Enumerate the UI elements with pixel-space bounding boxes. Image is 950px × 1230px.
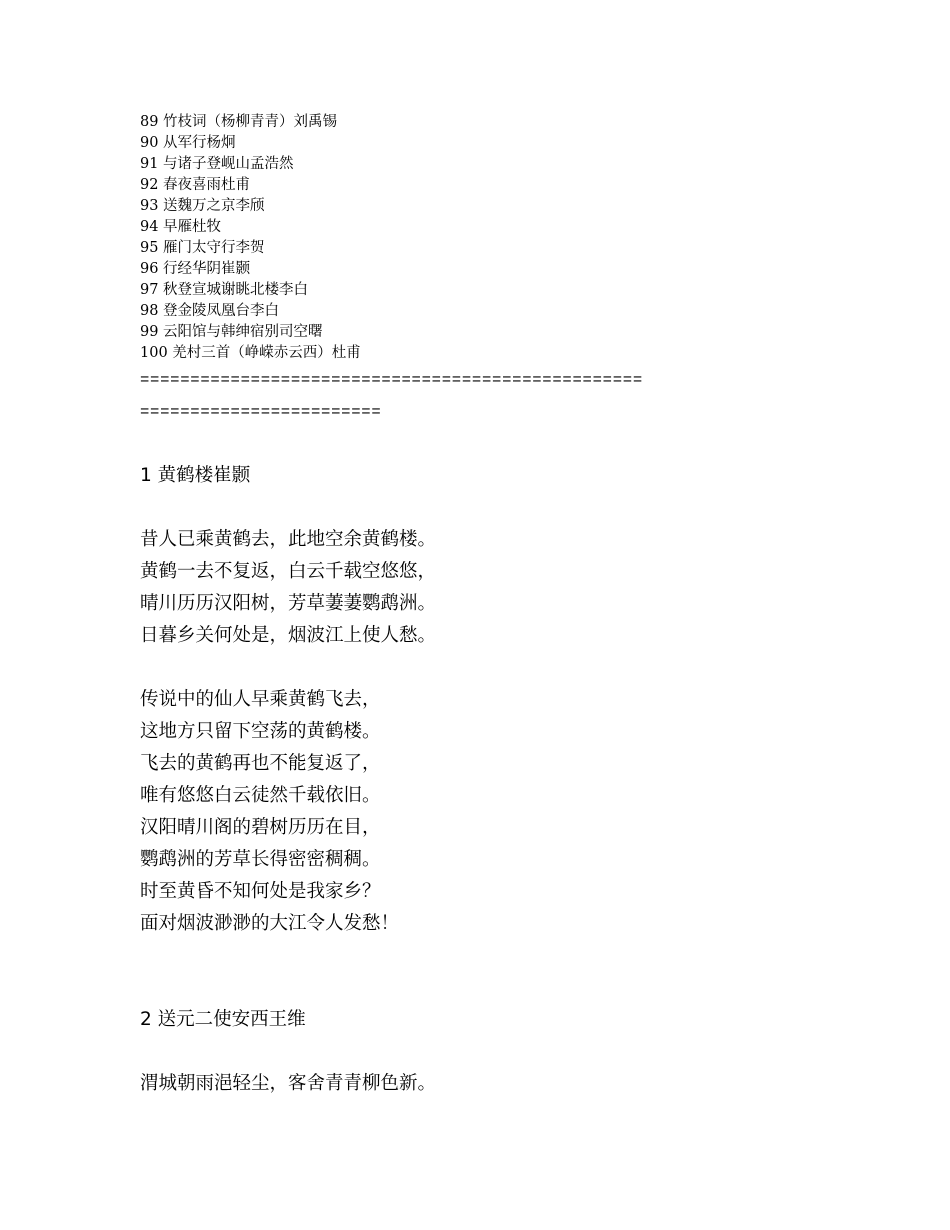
toc-item: 91 与诸子登岘山孟浩然 [140,156,294,172]
spacer [140,972,820,1004]
translation-line: 飞去的黄鹤再也不能复返了， [140,753,381,774]
poem-title: 1 黄鹤楼崔颢 [140,465,251,486]
spacer [140,428,820,460]
spacer [140,940,820,972]
translation-line: 这地方只留下空荡的黄鹤楼。 [140,721,381,742]
poem-line: 日暮乡关何处是，烟波江上使人愁。 [140,625,437,646]
poem-text [140,524,820,652]
toc-item: 94 早雁杜牧 [140,219,222,235]
spacer [140,1036,820,1068]
toc-item: 89 竹枝词（杨柳青青）刘禹锡 [140,114,338,130]
toc-item: 95 雁门太守行李贺 [140,240,265,256]
translation-line: 面对烟波渺渺的大江令人发愁！ [140,913,400,934]
toc-item: 100 羌村三首（峥嵘赤云西）杜甫 [140,345,361,361]
toc-item: 97 秋登宣城谢眺北楼李白 [140,282,309,298]
toc-item: 96 行经华阴崔颢 [140,261,251,277]
translation-line: 唯有悠悠白云徒然千载依旧。 [140,785,381,806]
toc-item: 98 登金陵凤凰台李白 [140,303,280,319]
toc-item: 92 春夜喜雨杜甫 [140,177,251,193]
divider-line: ======================== [140,403,382,421]
table-of-contents [140,112,820,364]
toc-item: 99 云阳馆与韩绅宿别司空曙 [140,324,323,340]
translation-line: 汉阳晴川阁的碧树历历在目， [140,817,381,838]
spacer [140,492,820,524]
poem-text [140,1068,820,1100]
translation-line: 鹦鹉洲的芳草长得密密稠稠。 [140,849,381,870]
poem-line: 昔人已乘黄鹤去，此地空余黄鹤楼。 [140,529,437,550]
poem-line: 黄鹤一去不复返，白云千载空悠悠， [140,561,437,582]
poem-section [140,1004,820,1100]
translation-line: 传说中的仙人早乘黄鹤飞去， [140,689,381,710]
poem-section [140,460,820,940]
divider-line: ================================================== [140,371,643,389]
poem-line: 渭城朝雨浥轻尘，客舍青青柳色新。 [140,1073,437,1094]
toc-item: 93 送魏万之京李颀 [140,198,265,214]
spacer [140,652,820,684]
document-page [140,112,820,1100]
toc-item: 90 从军行杨炯 [140,135,236,151]
poem-title: 2 送元二使安西王维 [140,1009,306,1030]
translation-line: 时至黄昏不知何处是我家乡？ [140,881,381,902]
poem-translation [140,684,820,940]
poem-line: 晴川历历汉阳树，芳草萋萋鹦鹉洲。 [140,593,437,614]
